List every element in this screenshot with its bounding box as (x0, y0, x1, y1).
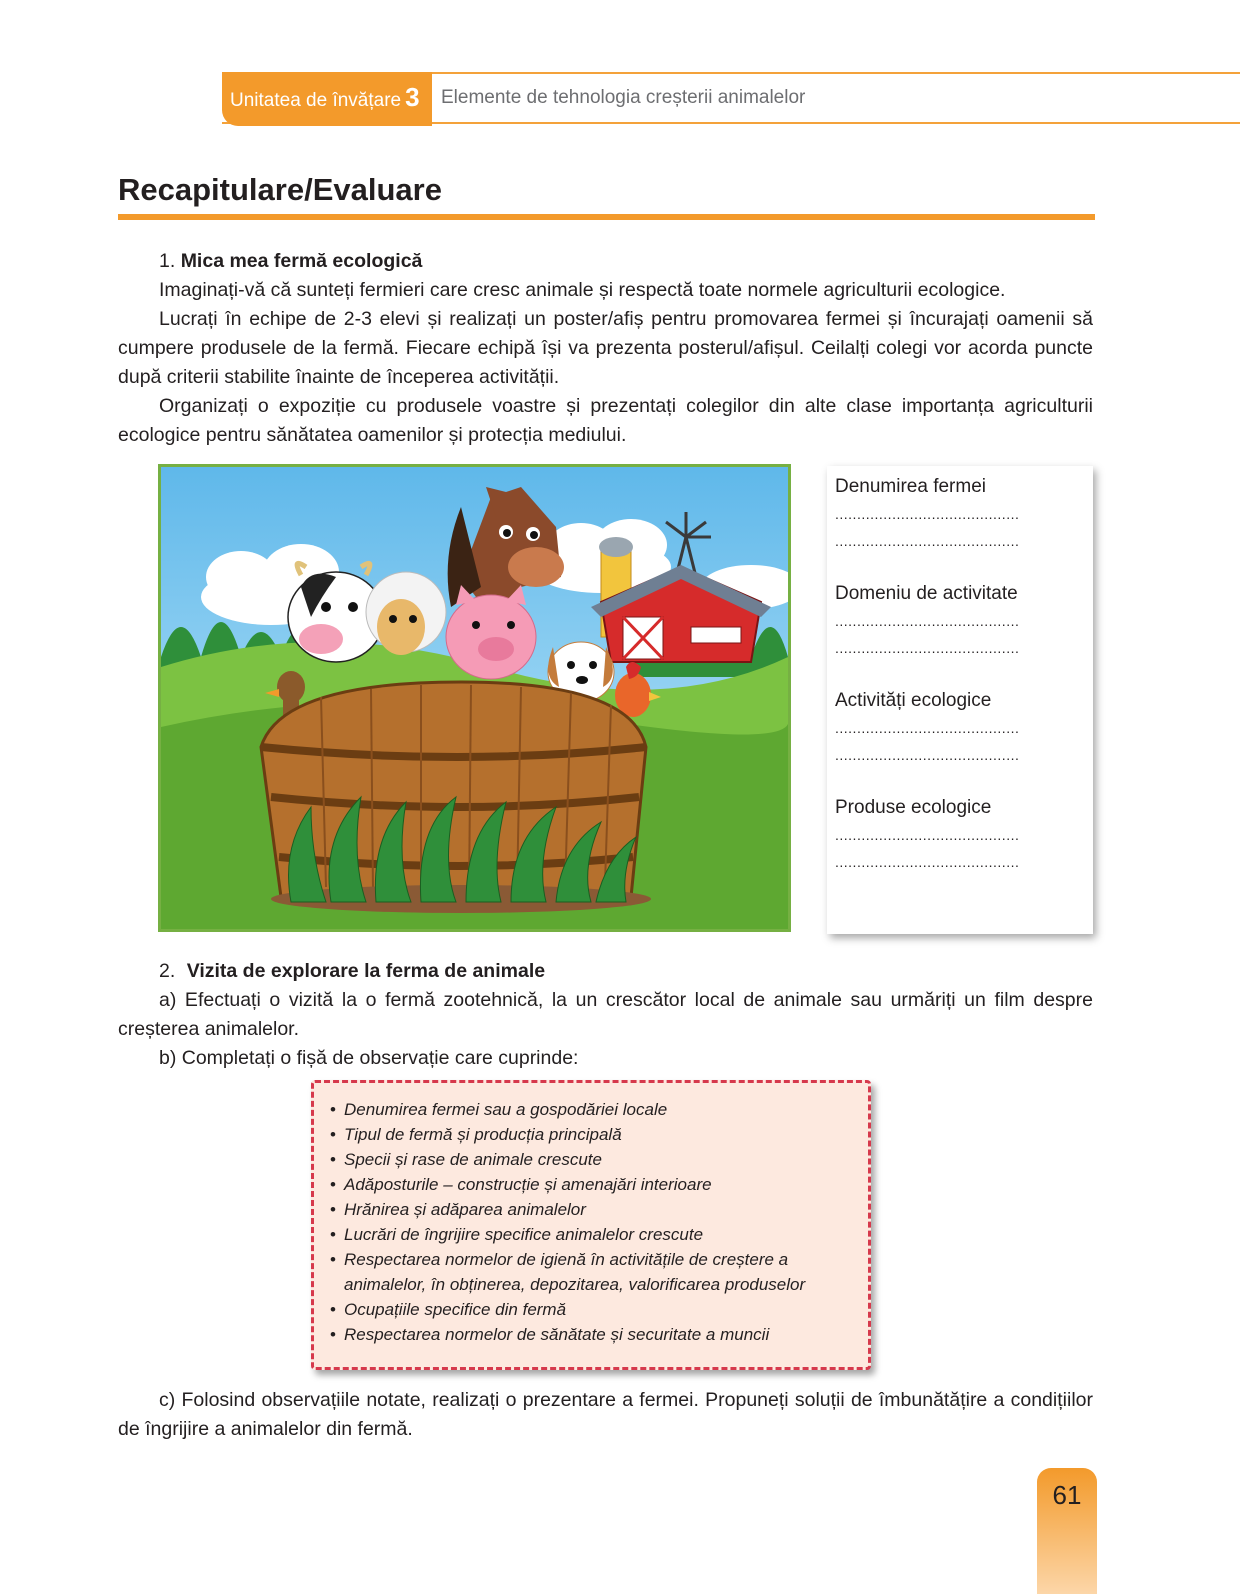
silo-roof (599, 537, 633, 557)
list-item: • Respectarea normelor de sănătate și securitate a muncii (328, 1322, 868, 1347)
list-item: • Tipul de fermă și producția principală (328, 1122, 868, 1147)
fill-line[interactable]: .......................................... (835, 506, 1020, 522)
unit-number: 3 (405, 82, 420, 112)
fill-line[interactable]: .......................................... (835, 720, 1020, 736)
list-item: • Ocupațiile specifice din fermă (328, 1297, 868, 1322)
list-item: • Adăposturile – construcție și amenajări interioare (328, 1172, 868, 1197)
task1-paragraph-1: Imaginați-vă că sunteți fermieri care cresc animale și respectă toate normele agriculturii ecologice. (159, 279, 1006, 301)
list-item: • Denumirea fermei sau a gospodăriei locale (328, 1097, 868, 1122)
observation-sheet-box (311, 1080, 871, 1370)
farm-illustration (158, 464, 791, 932)
task2-heading (118, 957, 1093, 986)
title-underline (118, 214, 1095, 220)
fill-line[interactable]: .......................................... (835, 827, 1020, 843)
card-label: Denumirea fermei (835, 476, 986, 497)
task1-paragraph-3: Organizați o expoziție cu produsele voastre și prezentați colegilor din alte clase importanța agriculturii ecologice pentru sănătatea oamenilor și protecția mediului. (118, 395, 1093, 446)
page-number: 61 (1037, 1468, 1097, 1594)
unit-label: Unitatea de învățare (230, 90, 402, 111)
card-label: Domeniu de activitate (835, 583, 1018, 604)
task1-heading-text: Mica mea fermă ecologică (180, 250, 423, 272)
card-label: Activități ecologice (835, 690, 992, 711)
task2-number: 2. (159, 960, 176, 982)
unit-subtitle: Elemente de tehnologia creșterii animalelor (441, 87, 806, 108)
list-item: • Lucrări de îngrijire specifice animalelor crescute (328, 1222, 868, 1247)
fill-line[interactable]: .......................................... (835, 533, 1020, 549)
fill-line[interactable]: .......................................... (835, 854, 1020, 870)
pig (446, 585, 536, 679)
fill-line[interactable]: .......................................... (835, 747, 1020, 763)
fill-line[interactable]: .......................................... (835, 613, 1020, 629)
list-item: • Specii și rase de animale crescute (328, 1147, 868, 1172)
task2-point-a: a) Efectuați o vizită la o fermă zootehnică, la un crescător local de animale sau urmăriți un film despre creșterea animalelor. (118, 989, 1093, 1040)
farm-info-card (827, 466, 1093, 934)
soil (271, 885, 651, 913)
section-title: Recapitulare/Evaluare (118, 172, 442, 207)
task1-number: 1. (159, 250, 176, 272)
task1-paragraph-2: Lucrați în echipe de 2-3 elevi și realizați un poster/afiș pentru promovarea fermei și încurajați oamenii să cumpere produsele de la fermă. Fiecare echipă își va prezenta posterul/afișul. Ceilalți colegi vor acorda puncte după criterii stabilite înainte de începerea activității. (118, 308, 1093, 388)
fill-line[interactable]: .......................................... (835, 640, 1020, 656)
observation-list (328, 1097, 868, 1347)
task2-point-b: b) Completați o fișă de observație care cuprinde: (159, 1047, 579, 1069)
list-item: • Hrănirea și adăparea animalelor (328, 1197, 868, 1222)
farm-scene (161, 467, 788, 929)
card-field-eco-activities (835, 690, 1085, 774)
card-label: Produse ecologice (835, 797, 992, 818)
card-field-farm-name (835, 476, 1085, 560)
unit-tab (222, 72, 432, 126)
card-field-eco-products (835, 797, 1085, 881)
task1-heading (118, 247, 1093, 276)
task2-heading-text: Vizita de explorare la ferma de animale (186, 960, 546, 982)
list-item: • Respectarea normelor de igienă în activitățile de creștere a animalelor, în obținerea, depozitarea, valorificarea produselor (328, 1247, 868, 1297)
card-field-domain (835, 583, 1085, 667)
task2-point-c: c) Folosind observațiile notate, realizați o prezentare a fermei. Propuneți soluții de îmbunătățire a condițiilor de îngrijire a animalelor din fermă. (118, 1389, 1093, 1440)
